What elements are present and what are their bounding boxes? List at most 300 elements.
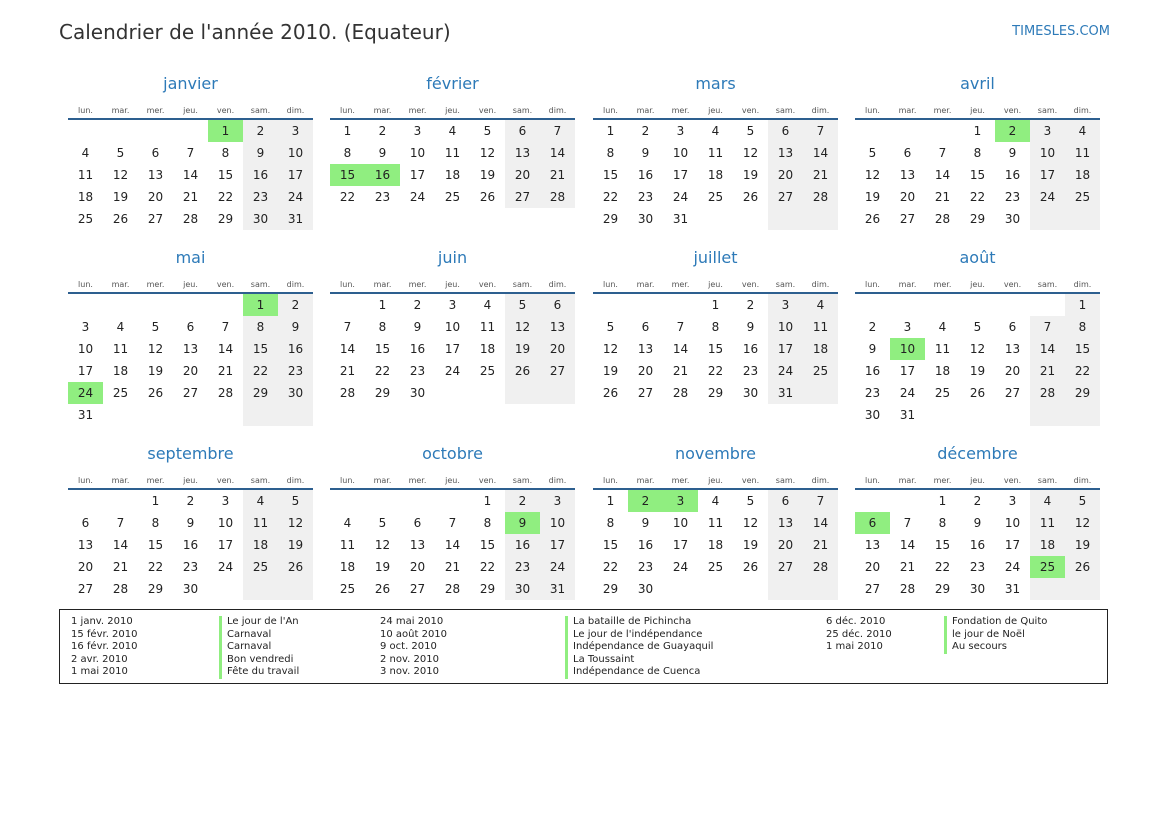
weekday-label: mar. — [373, 280, 392, 289]
day-cell: 21 — [217, 364, 234, 378]
empty-cell — [1065, 208, 1100, 230]
day-cell: 20 — [409, 560, 426, 574]
day-cell: 19 — [147, 364, 164, 378]
weekday-label: ven. — [1003, 280, 1022, 289]
day-cell: 25 — [243, 556, 278, 578]
empty-cell — [68, 294, 103, 316]
empty-cell — [925, 404, 960, 426]
day-cell: 17 — [444, 342, 461, 356]
day-cell: 17 — [217, 538, 234, 552]
day-cell: 28 — [934, 212, 951, 226]
day-cell: 28 — [540, 186, 575, 208]
legend-dates-2 — [380, 616, 447, 679]
day-cell: 30 — [243, 208, 278, 230]
day-cell: 13 — [540, 316, 575, 338]
day-cell: 27 — [409, 582, 426, 596]
day-cell: 20 — [637, 364, 654, 378]
empty-cell — [173, 294, 208, 316]
day-cell: 26 — [278, 556, 313, 578]
weekday-label: dim. — [811, 106, 830, 115]
day-cell: 17 — [409, 168, 426, 182]
weekday-label: sam. — [1037, 476, 1058, 485]
day-cell: 10 — [890, 338, 925, 360]
day-cell: 16 — [182, 538, 199, 552]
day-cell: 10 — [672, 146, 689, 160]
day-cell: 22 — [243, 360, 278, 382]
day-cell: 2 — [413, 298, 422, 312]
legend-holiday-name: La bataille de Pichincha — [565, 616, 713, 629]
day-cell: 22 — [707, 364, 724, 378]
day-cell: 30 — [505, 578, 540, 600]
day-cell: 13 — [768, 512, 803, 534]
weekday-label: mar. — [636, 280, 655, 289]
legend-dates-1 — [71, 616, 138, 679]
day-cell: 29 — [602, 582, 619, 596]
weekday-label: sam. — [1037, 106, 1058, 115]
weekday-label: mar. — [898, 106, 917, 115]
day-cell: 1 — [243, 294, 278, 316]
weekday-label: mer. — [408, 106, 427, 115]
day-cell: 23 — [243, 186, 278, 208]
day-cell: 7 — [186, 146, 195, 160]
month-name: août — [959, 248, 996, 267]
legend-holiday-name: Fondation de Quito — [944, 616, 1047, 629]
day-cell: 10 — [672, 516, 689, 530]
day-cell: 14 — [540, 142, 575, 164]
day-cell: 11 — [803, 316, 838, 338]
weekday-label: mar. — [898, 280, 917, 289]
day-cell: 2 — [378, 124, 387, 138]
legend-date: 9 oct. 2010 — [380, 641, 437, 652]
legend-date: 2 avr. 2010 — [71, 653, 128, 665]
month-avril — [855, 74, 1100, 230]
day-grid — [68, 490, 313, 600]
day-grid — [593, 120, 838, 230]
day-cell: 13 — [768, 142, 803, 164]
weekday-label: jeu. — [183, 106, 198, 115]
day-cell: 16 — [278, 338, 313, 360]
day-cell: 19 — [742, 168, 759, 182]
legend-holiday-name: Carnaval — [219, 629, 299, 642]
legend-date: 10 août 2010 — [380, 628, 448, 640]
month-février — [330, 74, 575, 208]
day-cell: 23 — [1004, 190, 1021, 204]
legend-date: 25 déc. 2010 — [826, 628, 892, 640]
day-cell: 13 — [899, 168, 916, 182]
day-cell: 2 — [995, 120, 1030, 142]
day-cell: 14 — [217, 342, 234, 356]
legend-names-3 — [944, 616, 1047, 654]
empty-cell — [698, 208, 733, 230]
empty-cell — [890, 490, 925, 512]
day-cell: 2 — [973, 494, 982, 508]
day-cell: 29 — [1065, 382, 1100, 404]
empty-cell — [68, 120, 103, 142]
day-cell: 8 — [1065, 316, 1100, 338]
day-cell: 16 — [637, 538, 654, 552]
day-cell: 8 — [938, 516, 947, 530]
day-cell: 25 — [77, 212, 94, 226]
month-mars — [593, 74, 838, 230]
weekday-header — [855, 271, 1100, 294]
day-cell: 20 — [768, 534, 803, 556]
day-cell: 21 — [339, 364, 356, 378]
empty-cell — [243, 578, 278, 600]
weekday-label: ven. — [741, 106, 760, 115]
day-cell: 5 — [746, 494, 755, 508]
empty-cell — [1030, 208, 1065, 230]
day-cell: 14 — [112, 538, 129, 552]
weekday-label: dim. — [1073, 280, 1092, 289]
weekday-label: ven. — [741, 476, 760, 485]
weekday-label: mer. — [933, 476, 952, 485]
day-cell: 1 — [151, 494, 160, 508]
empty-cell — [855, 120, 890, 142]
day-cell: 15 — [602, 168, 619, 182]
empty-cell — [138, 120, 173, 142]
weekday-label: sam. — [512, 106, 533, 115]
day-cell: 11 — [339, 538, 356, 552]
weekday-label: dim. — [811, 280, 830, 289]
day-cell: 15 — [479, 538, 496, 552]
day-cell: 1 — [973, 124, 982, 138]
day-cell: 13 — [77, 538, 94, 552]
day-grid — [593, 490, 838, 600]
weekday-label: sam. — [775, 476, 796, 485]
day-cell: 9 — [973, 516, 982, 530]
day-cell: 18 — [112, 364, 129, 378]
weekday-label: sam. — [250, 280, 271, 289]
weekday-label: dim. — [286, 280, 305, 289]
weekday-label: mer. — [933, 280, 952, 289]
weekday-label: ven. — [216, 106, 235, 115]
day-cell: 17 — [672, 168, 689, 182]
day-cell: 26 — [742, 190, 759, 204]
day-grid — [330, 120, 575, 208]
empty-cell — [330, 294, 365, 316]
day-cell: 19 — [479, 168, 496, 182]
day-cell: 8 — [151, 516, 160, 530]
day-cell: 17 — [278, 164, 313, 186]
legend-holiday-name: La Toussaint — [565, 654, 713, 667]
day-cell: 10 — [768, 316, 803, 338]
empty-cell — [208, 578, 243, 600]
day-cell: 27 — [637, 386, 654, 400]
day-cell: 13 — [409, 538, 426, 552]
day-cell: 21 — [803, 164, 838, 186]
day-cell: 28 — [182, 212, 199, 226]
day-cell: 13 — [637, 342, 654, 356]
month-décembre — [855, 444, 1100, 600]
day-cell: 4 — [1065, 120, 1100, 142]
legend-date: 24 mai 2010 — [380, 616, 444, 627]
legend-holiday-name: le jour de Noël — [944, 629, 1047, 642]
day-cell: 6 — [151, 146, 160, 160]
empty-cell — [173, 120, 208, 142]
day-cell: 28 — [112, 582, 129, 596]
day-cell: 25 — [1065, 186, 1100, 208]
weekday-label: dim. — [548, 280, 567, 289]
empty-cell — [208, 294, 243, 316]
legend-holiday-name: Le jour de l'An — [219, 616, 299, 629]
day-cell: 4 — [483, 298, 492, 312]
day-cell: 16 — [742, 342, 759, 356]
day-cell: 20 — [540, 338, 575, 360]
legend-date: 16 févr. 2010 — [71, 641, 138, 652]
month-novembre — [593, 444, 838, 600]
weekday-label: mar. — [373, 106, 392, 115]
day-cell: 26 — [112, 212, 129, 226]
day-cell: 15 — [243, 338, 278, 360]
empty-cell — [733, 208, 768, 230]
weekday-label: mar. — [111, 280, 130, 289]
day-cell: 18 — [803, 338, 838, 360]
day-cell: 23 — [864, 386, 881, 400]
day-cell: 9 — [413, 320, 422, 334]
weekday-label: jeu. — [708, 280, 723, 289]
day-cell: 24 — [672, 560, 689, 574]
day-cell: 6 — [1008, 320, 1017, 334]
day-cell: 18 — [339, 560, 356, 574]
day-cell: 3 — [1030, 120, 1065, 142]
day-cell: 3 — [540, 490, 575, 512]
day-grid — [330, 294, 575, 404]
empty-cell — [1065, 578, 1100, 600]
weekday-label: sam. — [250, 106, 271, 115]
day-cell: 19 — [969, 364, 986, 378]
weekday-label: dim. — [548, 476, 567, 485]
day-cell: 25 — [339, 582, 356, 596]
day-cell: 21 — [112, 560, 129, 574]
day-cell: 19 — [278, 534, 313, 556]
day-cell: 13 — [147, 168, 164, 182]
month-name: novembre — [674, 444, 757, 463]
empty-cell — [890, 294, 925, 316]
day-cell: 8 — [343, 146, 352, 160]
day-cell: 11 — [1065, 142, 1100, 164]
weekday-label: ven. — [741, 280, 760, 289]
day-cell: 21 — [803, 534, 838, 556]
day-grid — [330, 490, 575, 600]
weekday-label: dim. — [286, 106, 305, 115]
day-cell: 1 — [378, 298, 387, 312]
day-cell: 24 — [768, 360, 803, 382]
day-cell: 21 — [672, 364, 689, 378]
day-cell: 8 — [483, 516, 492, 530]
day-cell: 27 — [899, 212, 916, 226]
day-cell: 2 — [746, 298, 755, 312]
empty-cell — [138, 294, 173, 316]
empty-cell — [663, 578, 698, 600]
day-cell: 19 — [742, 538, 759, 552]
weekday-label: mer. — [408, 476, 427, 485]
day-cell: 1 — [1065, 294, 1100, 316]
weekday-label: dim. — [548, 106, 567, 115]
day-cell: 12 — [742, 146, 759, 160]
weekday-label: lun. — [865, 106, 880, 115]
day-cell: 12 — [112, 168, 129, 182]
empty-cell — [890, 120, 925, 142]
day-cell: 8 — [711, 320, 720, 334]
weekday-label: mer. — [146, 280, 165, 289]
day-cell: 14 — [182, 168, 199, 182]
day-cell: 29 — [243, 382, 278, 404]
day-cell: 29 — [374, 386, 391, 400]
day-cell: 28 — [899, 582, 916, 596]
weekday-label: mer. — [671, 476, 690, 485]
day-cell: 9 — [641, 146, 650, 160]
day-grid — [855, 490, 1100, 600]
month-name: janvier — [163, 74, 218, 93]
day-cell: 3 — [768, 294, 803, 316]
empty-cell — [173, 404, 208, 426]
weekday-label: jeu. — [970, 106, 985, 115]
empty-cell — [663, 294, 698, 316]
day-cell: 6 — [903, 146, 912, 160]
empty-cell — [435, 382, 470, 404]
month-septembre — [68, 444, 313, 600]
weekday-header — [68, 467, 313, 490]
day-cell: 15 — [330, 164, 365, 186]
legend-date: 15 févr. 2010 — [71, 628, 138, 640]
day-cell: 15 — [147, 538, 164, 552]
weekday-label: mar. — [111, 106, 130, 115]
month-name: septembre — [147, 444, 234, 463]
day-cell: 11 — [444, 146, 461, 160]
empty-cell — [138, 404, 173, 426]
day-cell: 1 — [606, 494, 615, 508]
weekday-label: mar. — [898, 476, 917, 485]
day-cell: 7 — [803, 120, 838, 142]
day-cell: 22 — [934, 560, 951, 574]
day-cell: 11 — [934, 342, 951, 356]
day-cell: 6 — [186, 320, 195, 334]
day-cell: 24 — [409, 190, 426, 204]
weekday-label: dim. — [286, 476, 305, 485]
day-cell: 5 — [378, 516, 387, 530]
day-cell: 14 — [803, 512, 838, 534]
day-cell: 5 — [746, 124, 755, 138]
day-cell: 30 — [1004, 212, 1021, 226]
day-cell: 5 — [973, 320, 982, 334]
day-cell: 28 — [803, 186, 838, 208]
day-cell: 23 — [409, 364, 426, 378]
day-cell: 28 — [803, 556, 838, 578]
day-cell: 9 — [746, 320, 755, 334]
day-cell: 21 — [444, 560, 461, 574]
weekday-label: mer. — [933, 106, 952, 115]
weekday-label: ven. — [216, 280, 235, 289]
day-cell: 20 — [864, 560, 881, 574]
day-cell: 7 — [803, 490, 838, 512]
day-cell: 10 — [278, 142, 313, 164]
weekday-label: sam. — [512, 280, 533, 289]
day-cell: 6 — [413, 516, 422, 530]
day-cell: 27 — [147, 212, 164, 226]
day-cell: 14 — [899, 538, 916, 552]
day-grid — [855, 120, 1100, 230]
legend-holiday-name: Le jour de l'indépendance — [565, 629, 713, 642]
empty-cell — [365, 490, 400, 512]
day-cell: 1 — [208, 120, 243, 142]
day-cell: 15 — [217, 168, 234, 182]
day-cell: 18 — [479, 342, 496, 356]
empty-cell — [995, 294, 1030, 316]
month-octobre — [330, 444, 575, 600]
weekday-label: jeu. — [970, 476, 985, 485]
day-cell: 10 — [540, 512, 575, 534]
day-cell: 27 — [768, 186, 803, 208]
weekday-label: ven. — [478, 280, 497, 289]
day-cell: 15 — [707, 342, 724, 356]
weekday-header — [68, 97, 313, 120]
day-cell: 4 — [711, 124, 720, 138]
day-cell: 11 — [243, 512, 278, 534]
empty-cell — [1030, 578, 1065, 600]
day-cell: 26 — [1065, 556, 1100, 578]
weekday-header — [330, 467, 575, 490]
day-cell: 11 — [707, 516, 724, 530]
legend-date: 1 janv. 2010 — [71, 616, 133, 627]
weekday-label: mer. — [408, 280, 427, 289]
day-cell: 4 — [81, 146, 90, 160]
month-name: juin — [437, 248, 468, 267]
day-cell: 16 — [637, 168, 654, 182]
weekday-label: ven. — [478, 476, 497, 485]
day-cell: 3 — [221, 494, 230, 508]
day-cell: 28 — [444, 582, 461, 596]
day-cell: 22 — [217, 190, 234, 204]
weekday-label: dim. — [1073, 106, 1092, 115]
day-cell: 12 — [505, 316, 540, 338]
day-cell: 16 — [365, 164, 400, 186]
day-cell: 25 — [934, 386, 951, 400]
day-cell: 8 — [606, 146, 615, 160]
weekday-label: ven. — [1003, 106, 1022, 115]
legend-dates-3 — [826, 616, 892, 654]
weekday-label: mar. — [373, 476, 392, 485]
day-cell: 10 — [409, 146, 426, 160]
day-cell: 31 — [899, 408, 916, 422]
day-cell: 3 — [903, 320, 912, 334]
weekday-label: jeu. — [708, 106, 723, 115]
day-cell: 29 — [217, 212, 234, 226]
site-link[interactable]: TIMESLES.COM — [1012, 24, 1110, 39]
day-cell: 18 — [1030, 534, 1065, 556]
weekday-label: lun. — [340, 476, 355, 485]
weekday-header — [68, 271, 313, 294]
weekday-label: lun. — [865, 280, 880, 289]
weekday-label: ven. — [1003, 476, 1022, 485]
day-cell: 6 — [81, 516, 90, 530]
month-name: décembre — [937, 444, 1018, 463]
empty-cell — [803, 382, 838, 404]
day-cell: 1 — [938, 494, 947, 508]
day-cell: 23 — [505, 556, 540, 578]
day-cell: 27 — [505, 186, 540, 208]
day-cell: 26 — [505, 360, 540, 382]
day-cell: 3 — [676, 124, 685, 138]
day-cell: 24 — [672, 190, 689, 204]
day-cell: 11 — [1030, 512, 1065, 534]
legend-names-1 — [219, 616, 299, 679]
day-cell: 18 — [934, 364, 951, 378]
weekday-label: jeu. — [183, 476, 198, 485]
empty-cell — [1065, 404, 1100, 426]
empty-cell — [698, 578, 733, 600]
day-cell: 10 — [1004, 516, 1021, 530]
empty-cell — [733, 578, 768, 600]
